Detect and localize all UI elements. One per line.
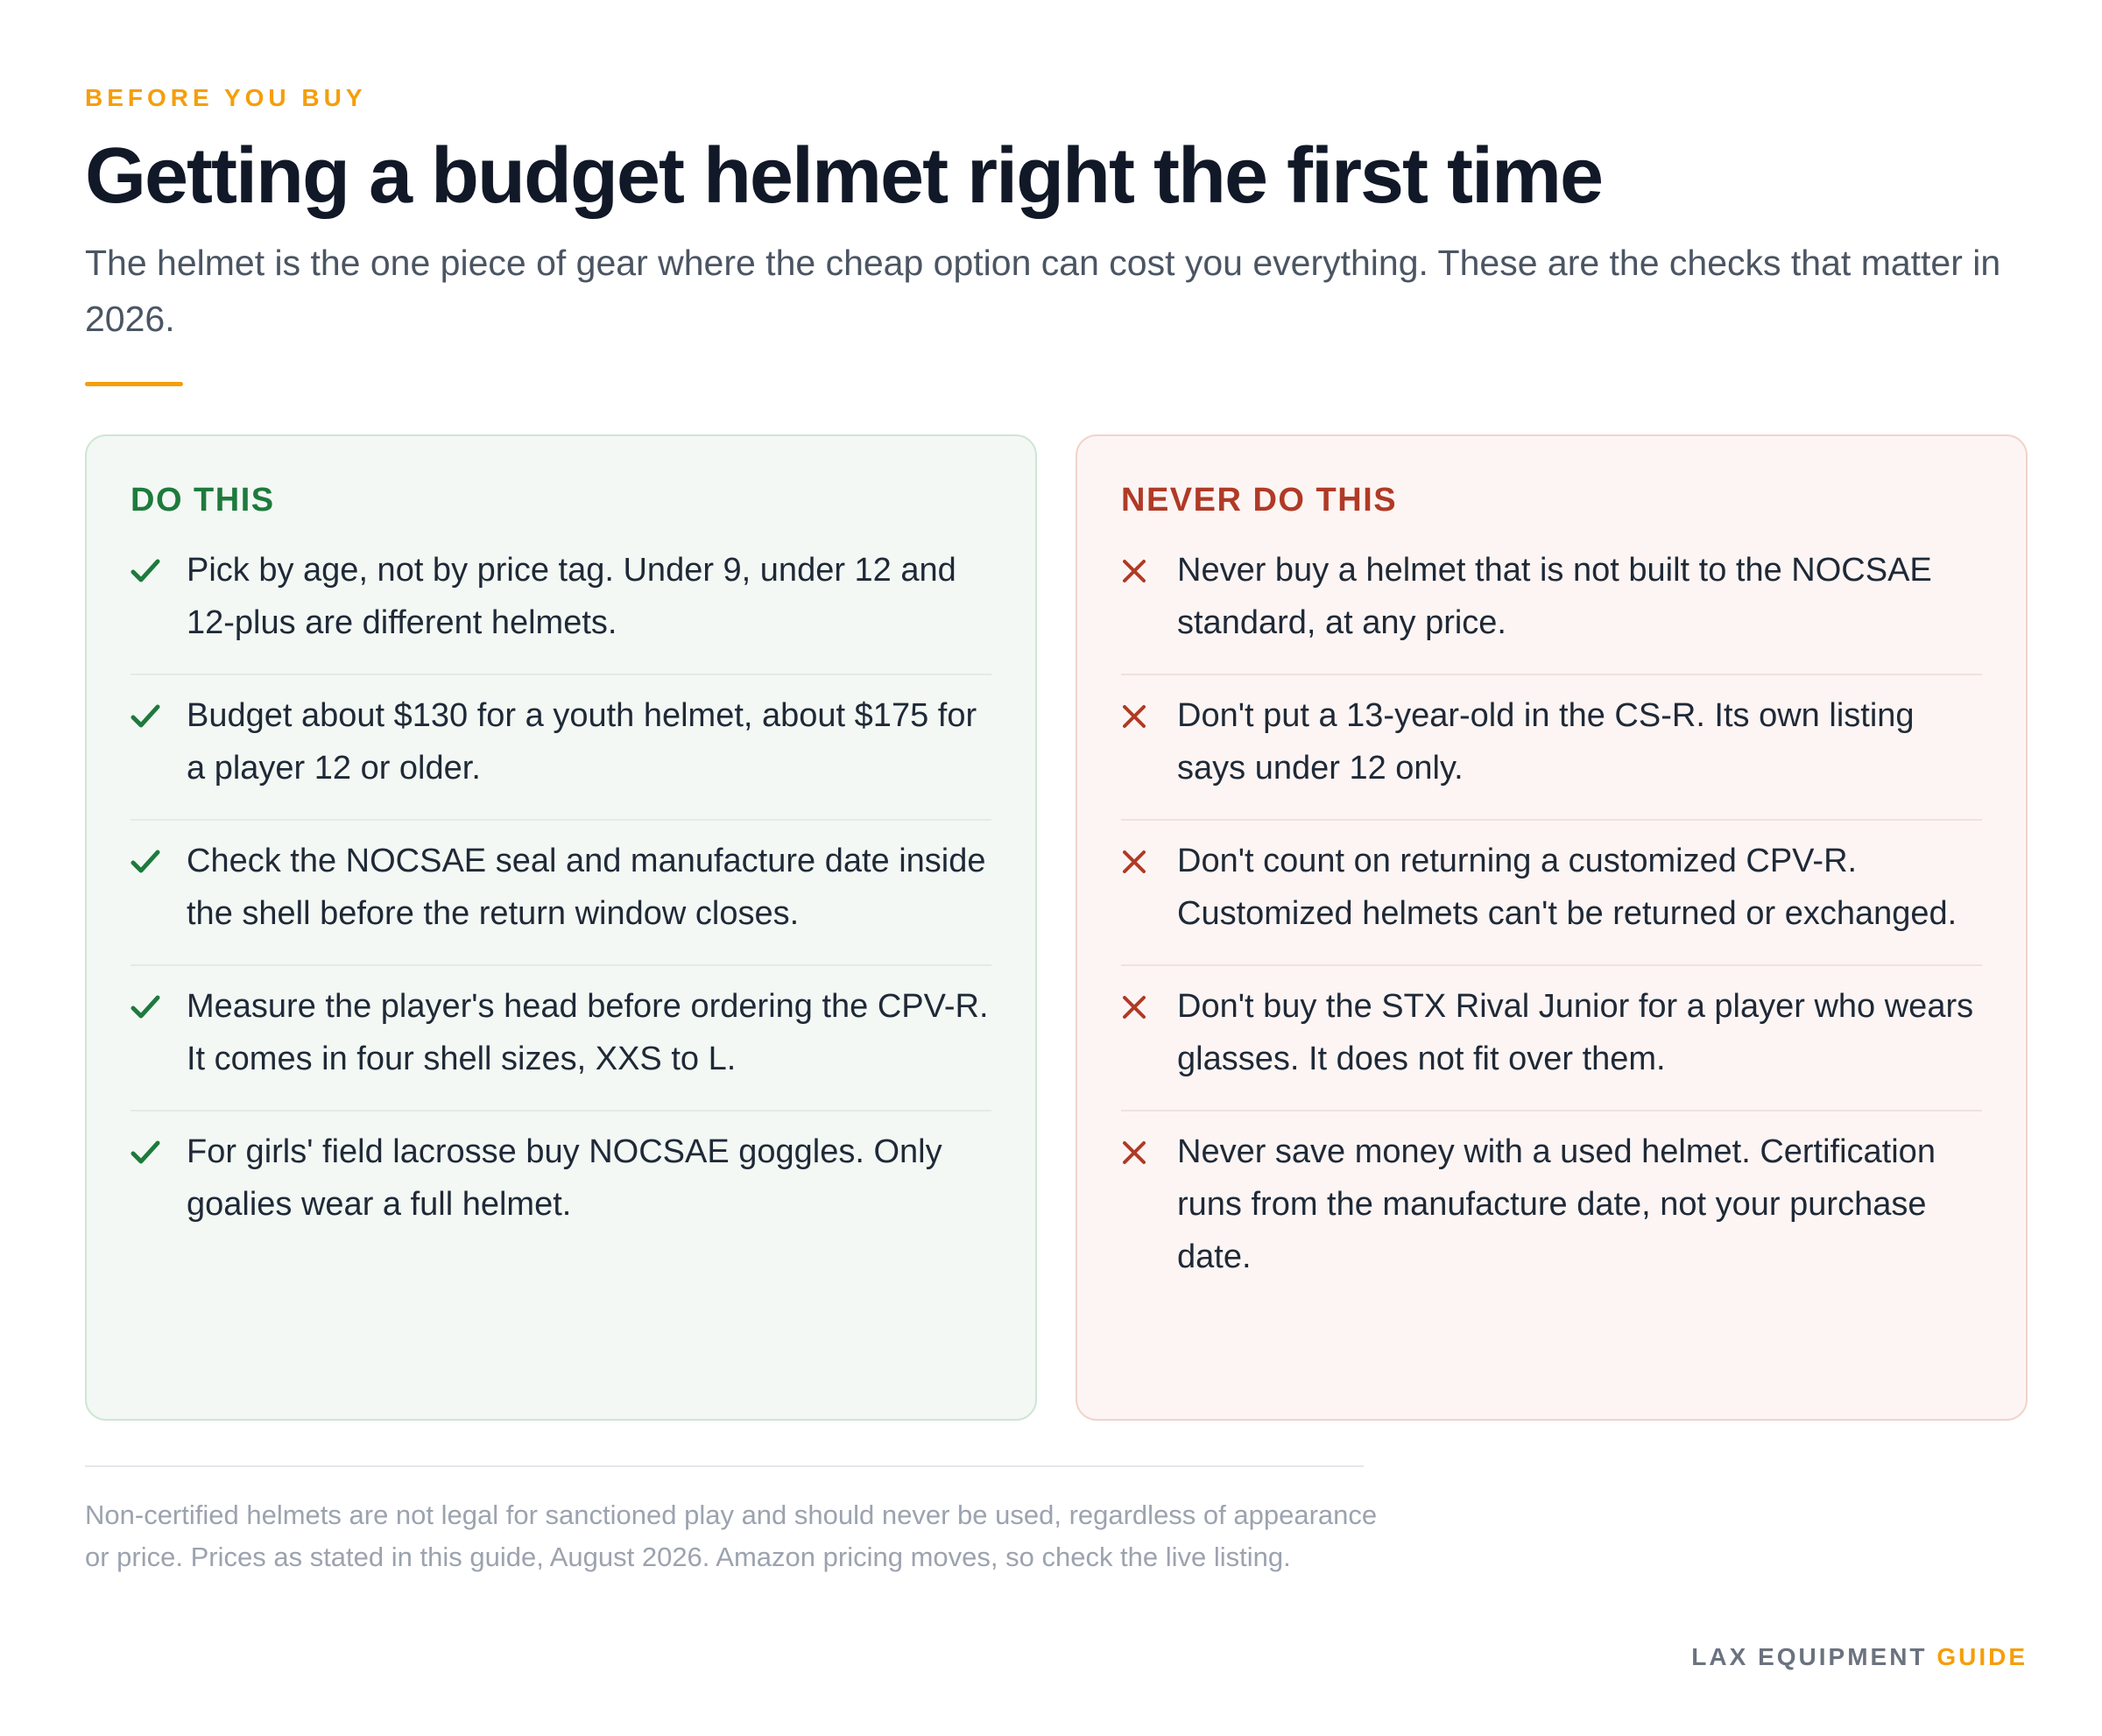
do-item-text: Check the NOCSAE seal and manufacture date inside the shell before the return window closes. xyxy=(187,843,986,932)
x-icon xyxy=(1121,989,1177,1024)
do-item-text: Measure the player's head before ordering the CPV-R. It comes in four shell sizes, XXS to L. xyxy=(187,988,989,1077)
never-item-text: Don't count on returning a customized CPV-R. Customized helmets can't be returned or exchanged. xyxy=(1177,843,1957,932)
do-item xyxy=(130,821,991,966)
check-icon xyxy=(130,698,187,733)
never-item xyxy=(1121,821,1982,966)
never-item xyxy=(1121,553,1982,675)
check-icon xyxy=(130,843,187,879)
do-this-heading: DO THIS xyxy=(130,482,275,519)
never-do-this-card xyxy=(1076,434,2028,1421)
do-item xyxy=(130,1111,991,1255)
never-item-text: Never buy a helmet that is not built to the NOCSAE standard, at any price. xyxy=(1177,552,1932,641)
never-do-this-heading: NEVER DO THIS xyxy=(1121,482,1398,519)
never-item-text: Don't put a 13-year-old in the CS-R. Its own listing says under 12 only. xyxy=(1177,697,1915,787)
check-icon xyxy=(130,989,187,1024)
x-icon xyxy=(1121,1134,1177,1169)
do-item-text: Pick by age, not by price tag. Under 9, under 12 and 12-plus are different helmets. xyxy=(187,552,956,641)
do-this-list xyxy=(130,553,991,1255)
footer-divider xyxy=(85,1465,1364,1467)
footnote: Non-certified helmets are not legal for sanctioned play and should never be used, regardless of appearance or price. Prices as stated in this guide, August 2026. Amazon pricing moves, so check the live listing. xyxy=(85,1500,1378,1572)
never-item-text: Don't buy the STX Rival Junior for a player who wears glasses. It does not fit over them. xyxy=(1177,988,1974,1077)
never-item xyxy=(1121,1111,1982,1308)
never-item xyxy=(1121,966,1982,1111)
check-icon xyxy=(130,1134,187,1169)
never-item-text: Never save money with a used helmet. Certification runs from the manufacture date, not your purchase date. xyxy=(1177,1133,1936,1275)
x-icon xyxy=(1121,553,1177,588)
brand-wordmark xyxy=(1691,1643,2028,1671)
brand-accent: GUIDE xyxy=(1936,1643,2028,1670)
eyebrow-label: BEFORE YOU BUY xyxy=(85,84,367,111)
brand-name: LAX EQUIPMENT xyxy=(1691,1643,1928,1670)
x-icon xyxy=(1121,698,1177,733)
do-item-text: For girls' field lacrosse buy NOCSAE goggles. Only goalies wear a full helmet. xyxy=(187,1133,942,1223)
x-icon xyxy=(1121,843,1177,879)
do-item xyxy=(130,966,991,1111)
check-icon xyxy=(130,553,187,588)
never-do-this-list xyxy=(1121,553,1982,1308)
do-item xyxy=(130,675,991,821)
do-item-text: Budget about $130 for a youth helmet, about $175 for a player 12 or older. xyxy=(187,697,977,787)
page xyxy=(85,0,2028,1736)
page-subtitle: The helmet is the one piece of gear where the cheap option can cost you everything. These are the checks that matter in 2026. xyxy=(85,243,2001,339)
accent-divider xyxy=(85,382,183,386)
do-item xyxy=(130,553,991,675)
page-title: Getting a budget helmet right the first time xyxy=(85,132,1603,220)
never-item xyxy=(1121,675,1982,821)
do-this-card xyxy=(85,434,1037,1421)
